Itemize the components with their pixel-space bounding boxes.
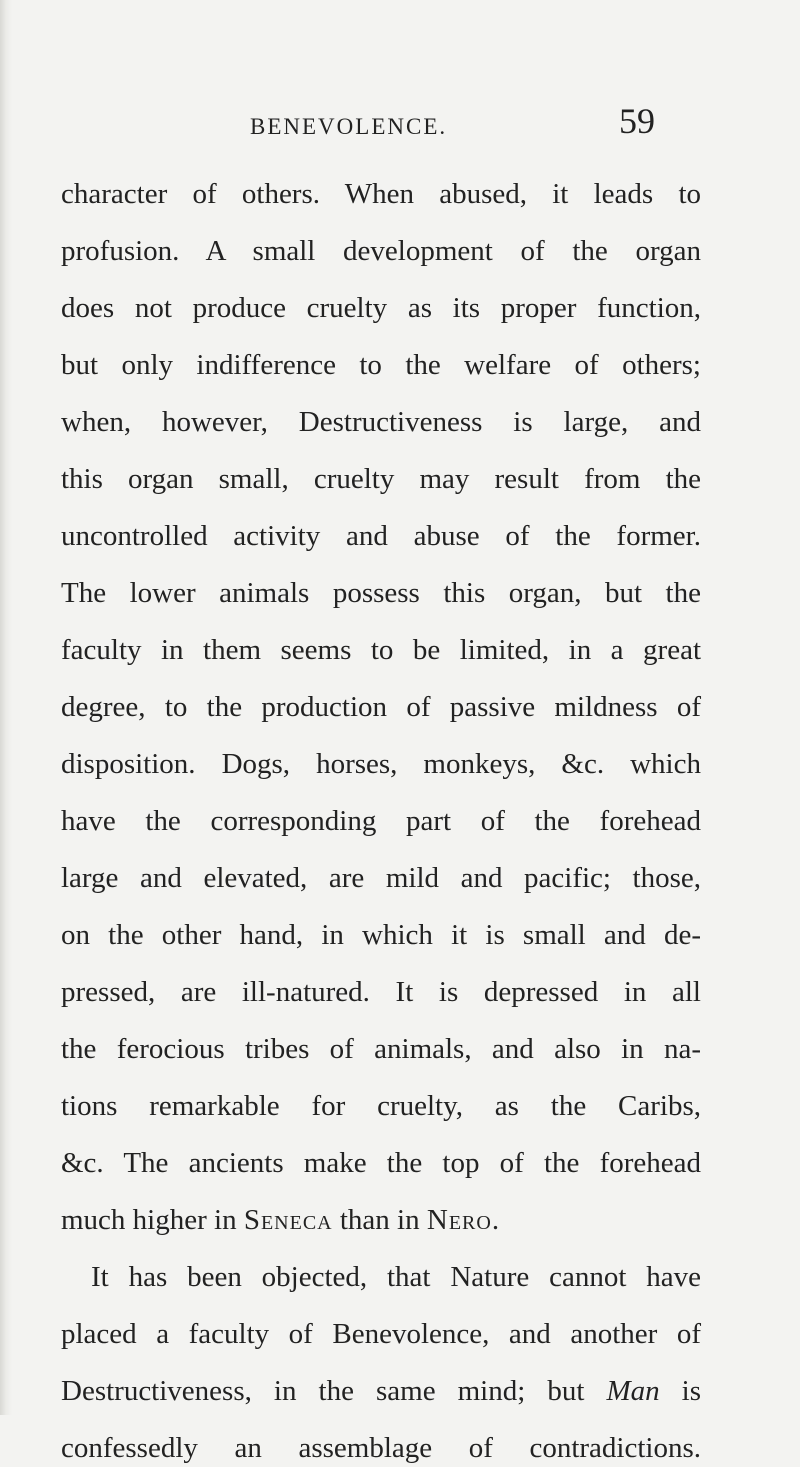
text-line: on the other hand, in which it is small and de- [61,919,701,951]
text-line: this organ small, cruelty may result from the [61,463,701,495]
text-segment: than in [332,1204,427,1236]
text-segment: is [659,1375,701,1407]
text-line: the ferocious tribes of animals, and also in na- [61,1033,701,1065]
text-line: pressed, are ill-natured. It is depressed in all [61,976,701,1008]
text-line [61,1372,701,1410]
text-line: does not produce cruelty as its proper function, [61,292,701,324]
page-header [0,88,800,148]
text-segment: much higher in [61,1204,244,1236]
text-line: placed a faculty of Benevolence, and another of [61,1318,701,1350]
running-head: BENEVOLENCE. [250,114,448,139]
text-line: but only indifference to the welfare of others; [61,349,701,381]
text-line: when, however, Destructiveness is large, and [61,406,701,438]
text-line: The lower animals possess this organ, but the [61,577,701,609]
text-line: tions remarkable for cruelty, as the Caribs, [61,1090,701,1122]
page-edge [0,0,12,1415]
name-nero: Nero [426,1204,492,1236]
page-number: 59 [619,101,655,141]
text-line: faculty in them seems to be limited, in a great [61,634,701,666]
text-line: &c. The ancients make the top of the forehead [61,1147,701,1179]
text-line: large and elevated, are mild and pacific; those, [61,862,701,894]
text-line: confessedly an assemblage of contradictions. [61,1432,701,1464]
text-line [61,1201,701,1239]
text-line: disposition. Dogs, horses, monkeys, &c. which [61,748,701,780]
text-line: uncontrolled activity and abuse of the former. [61,520,701,552]
name-seneca: Seneca [243,1204,333,1236]
text-line: character of others. When abused, it leads to [61,178,701,210]
text-line: have the corresponding part of the forehead [61,805,701,837]
paragraph-first-line: It has been objected, that Nature cannot have [91,1261,701,1293]
text-segment: Destructiveness, in the same mind; but [61,1375,607,1407]
italic-man: Man [606,1375,660,1407]
text-segment: . [491,1204,500,1236]
text-line: profusion. A small development of the organ [61,235,701,267]
text-line: degree, to the production of passive mildness of [61,691,701,723]
